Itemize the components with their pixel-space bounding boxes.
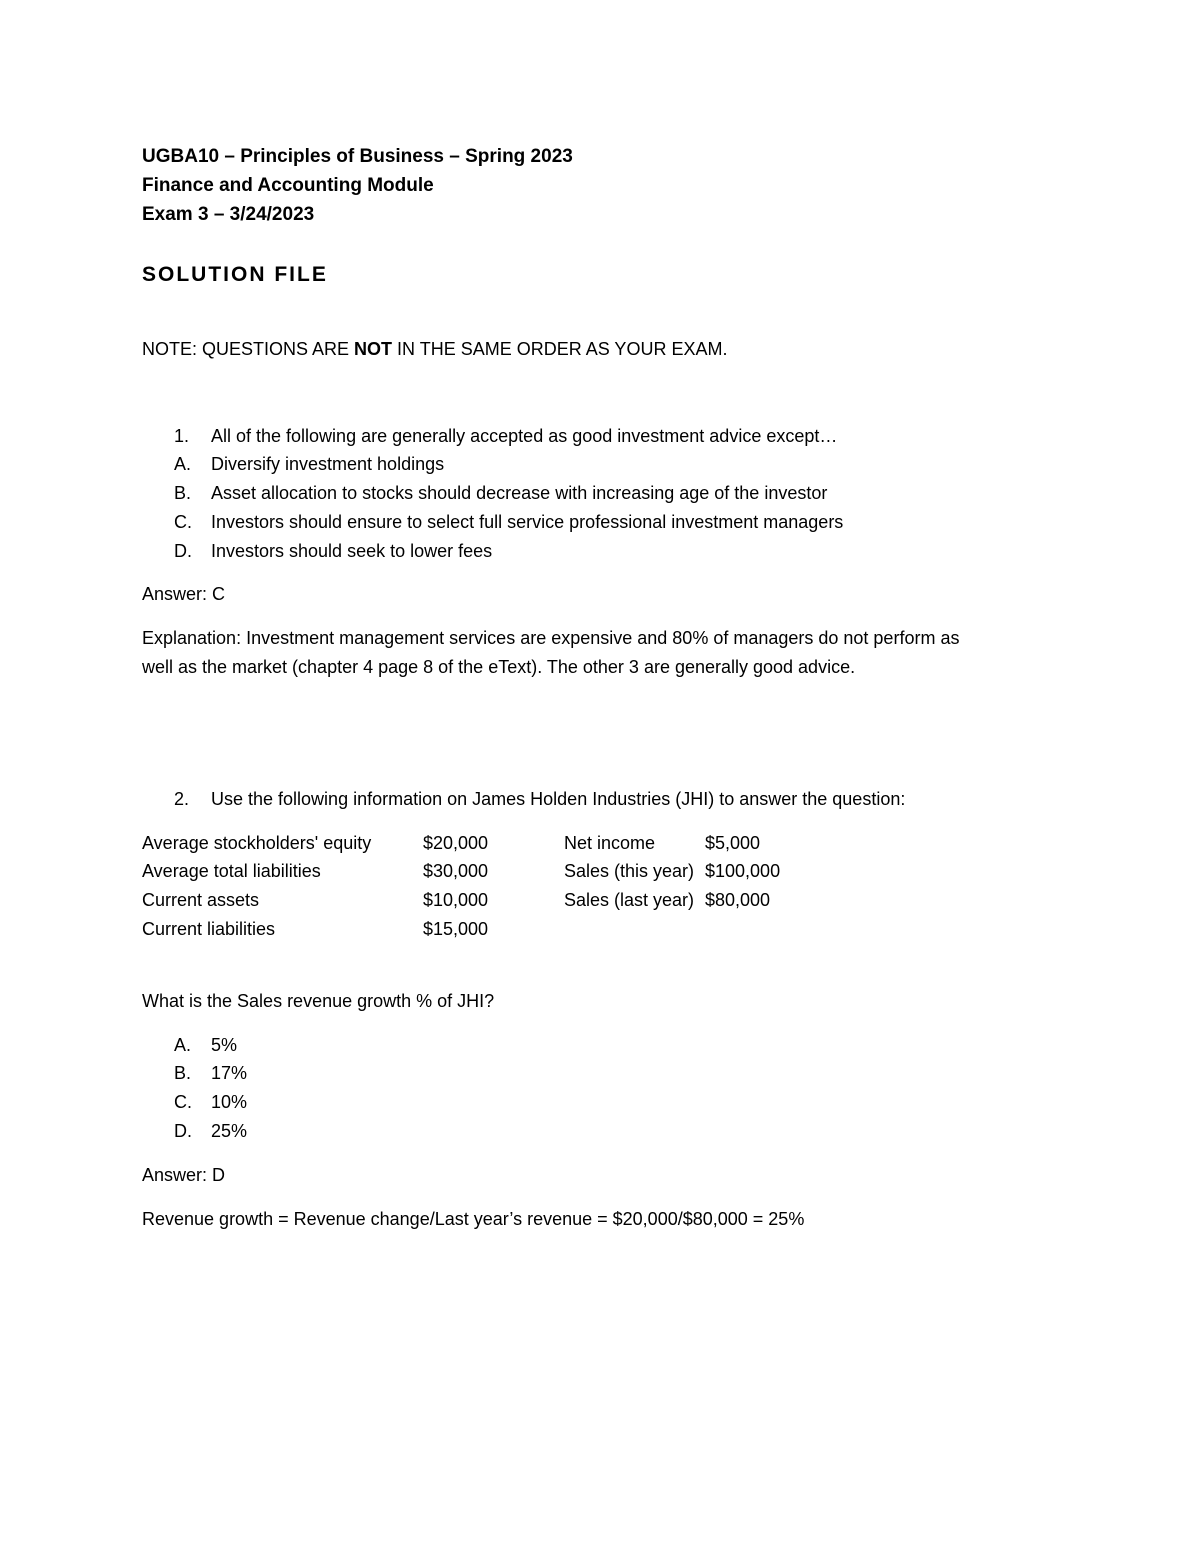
- net-income-value: $5,000: [705, 833, 761, 853]
- total-liabilities-label: Average total liabilities: [142, 861, 321, 881]
- question-2-answer: Answer: D: [142, 1165, 226, 1185]
- question-2-text: Use the following information on James Holden Industries (JHI) to answer the question:: [211, 789, 906, 809]
- sales-last-year-value: $80,000: [705, 890, 771, 910]
- module-title: Finance and Accounting Module: [142, 175, 434, 196]
- order-note: [142, 338, 727, 360]
- course-title: UGBA10 – Principles of Business – Spring 2023: [142, 146, 573, 167]
- exam-title: Exam 3 – 3/24/2023: [142, 204, 315, 225]
- q2-option-a-letter: A.: [174, 1035, 192, 1055]
- question-2-prompt: What is the Sales revenue growth % of JHI?: [142, 991, 495, 1011]
- sales-last-year-label: Sales (last year): [564, 890, 695, 910]
- note-suffix: IN THE SAME ORDER AS YOUR EXAM.: [392, 339, 728, 359]
- sales-this-year-value: $100,000: [705, 861, 781, 881]
- total-liabilities-value: $30,000: [423, 861, 489, 881]
- q2-option-a-text: 5%: [211, 1035, 238, 1055]
- current-assets-value: $10,000: [423, 890, 489, 910]
- note-prefix: NOTE: QUESTIONS ARE: [142, 339, 355, 359]
- sales-this-year-label: Sales (this year): [564, 861, 695, 881]
- question-2-explanation: Revenue growth = Revenue change/Last year’s revenue = $20,000/$80,000 = 25%: [142, 1209, 805, 1229]
- note-emphasis: NOT: [354, 339, 393, 359]
- q1-option-b-text: Asset allocation to stocks should decrease with increasing age of the investor: [211, 483, 828, 503]
- q2-option-d-letter: D.: [174, 1121, 192, 1141]
- stockholders-equity-label: Average stockholders' equity: [142, 833, 372, 853]
- current-assets-label: Current assets: [142, 890, 260, 910]
- stockholders-equity-value: $20,000: [423, 833, 489, 853]
- q1-option-a-text: Diversify investment holdings: [211, 454, 445, 474]
- q1-option-b-letter: B.: [174, 483, 192, 503]
- solution-file-heading: SOLUTION FILE: [142, 263, 328, 286]
- net-income-label: Net income: [564, 833, 656, 853]
- question-1-text: All of the following are generally accepted as good investment advice except…: [211, 426, 838, 446]
- current-liabilities-label: Current liabilities: [142, 919, 276, 939]
- q1-option-d-letter: D.: [174, 541, 192, 561]
- question-1-answer: Answer: C: [142, 584, 226, 604]
- q1-option-d-text: Investors should seek to lower fees: [211, 541, 493, 561]
- q2-option-b-text: 17%: [211, 1063, 248, 1083]
- question-1-explanation-line-2: well as the market (chapter 4 page 8 of the eText). The other 3 are generally good advice.: [142, 657, 856, 677]
- q2-option-b-letter: B.: [174, 1063, 192, 1083]
- current-liabilities-value: $15,000: [423, 919, 489, 939]
- q1-option-c-text: Investors should ensure to select full service professional investment managers: [211, 512, 844, 532]
- q2-option-c-letter: C.: [174, 1092, 192, 1112]
- question-2-number: 2.: [174, 789, 190, 809]
- q1-option-c-letter: C.: [174, 512, 192, 532]
- question-1-number: 1.: [174, 426, 190, 446]
- q1-option-a-letter: A.: [174, 454, 192, 474]
- q2-option-d-text: 25%: [211, 1121, 248, 1141]
- q2-option-c-text: 10%: [211, 1092, 248, 1112]
- question-1-explanation-line-1: Explanation: Investment management services are expensive and 80% of managers do not perform as: [142, 628, 960, 648]
